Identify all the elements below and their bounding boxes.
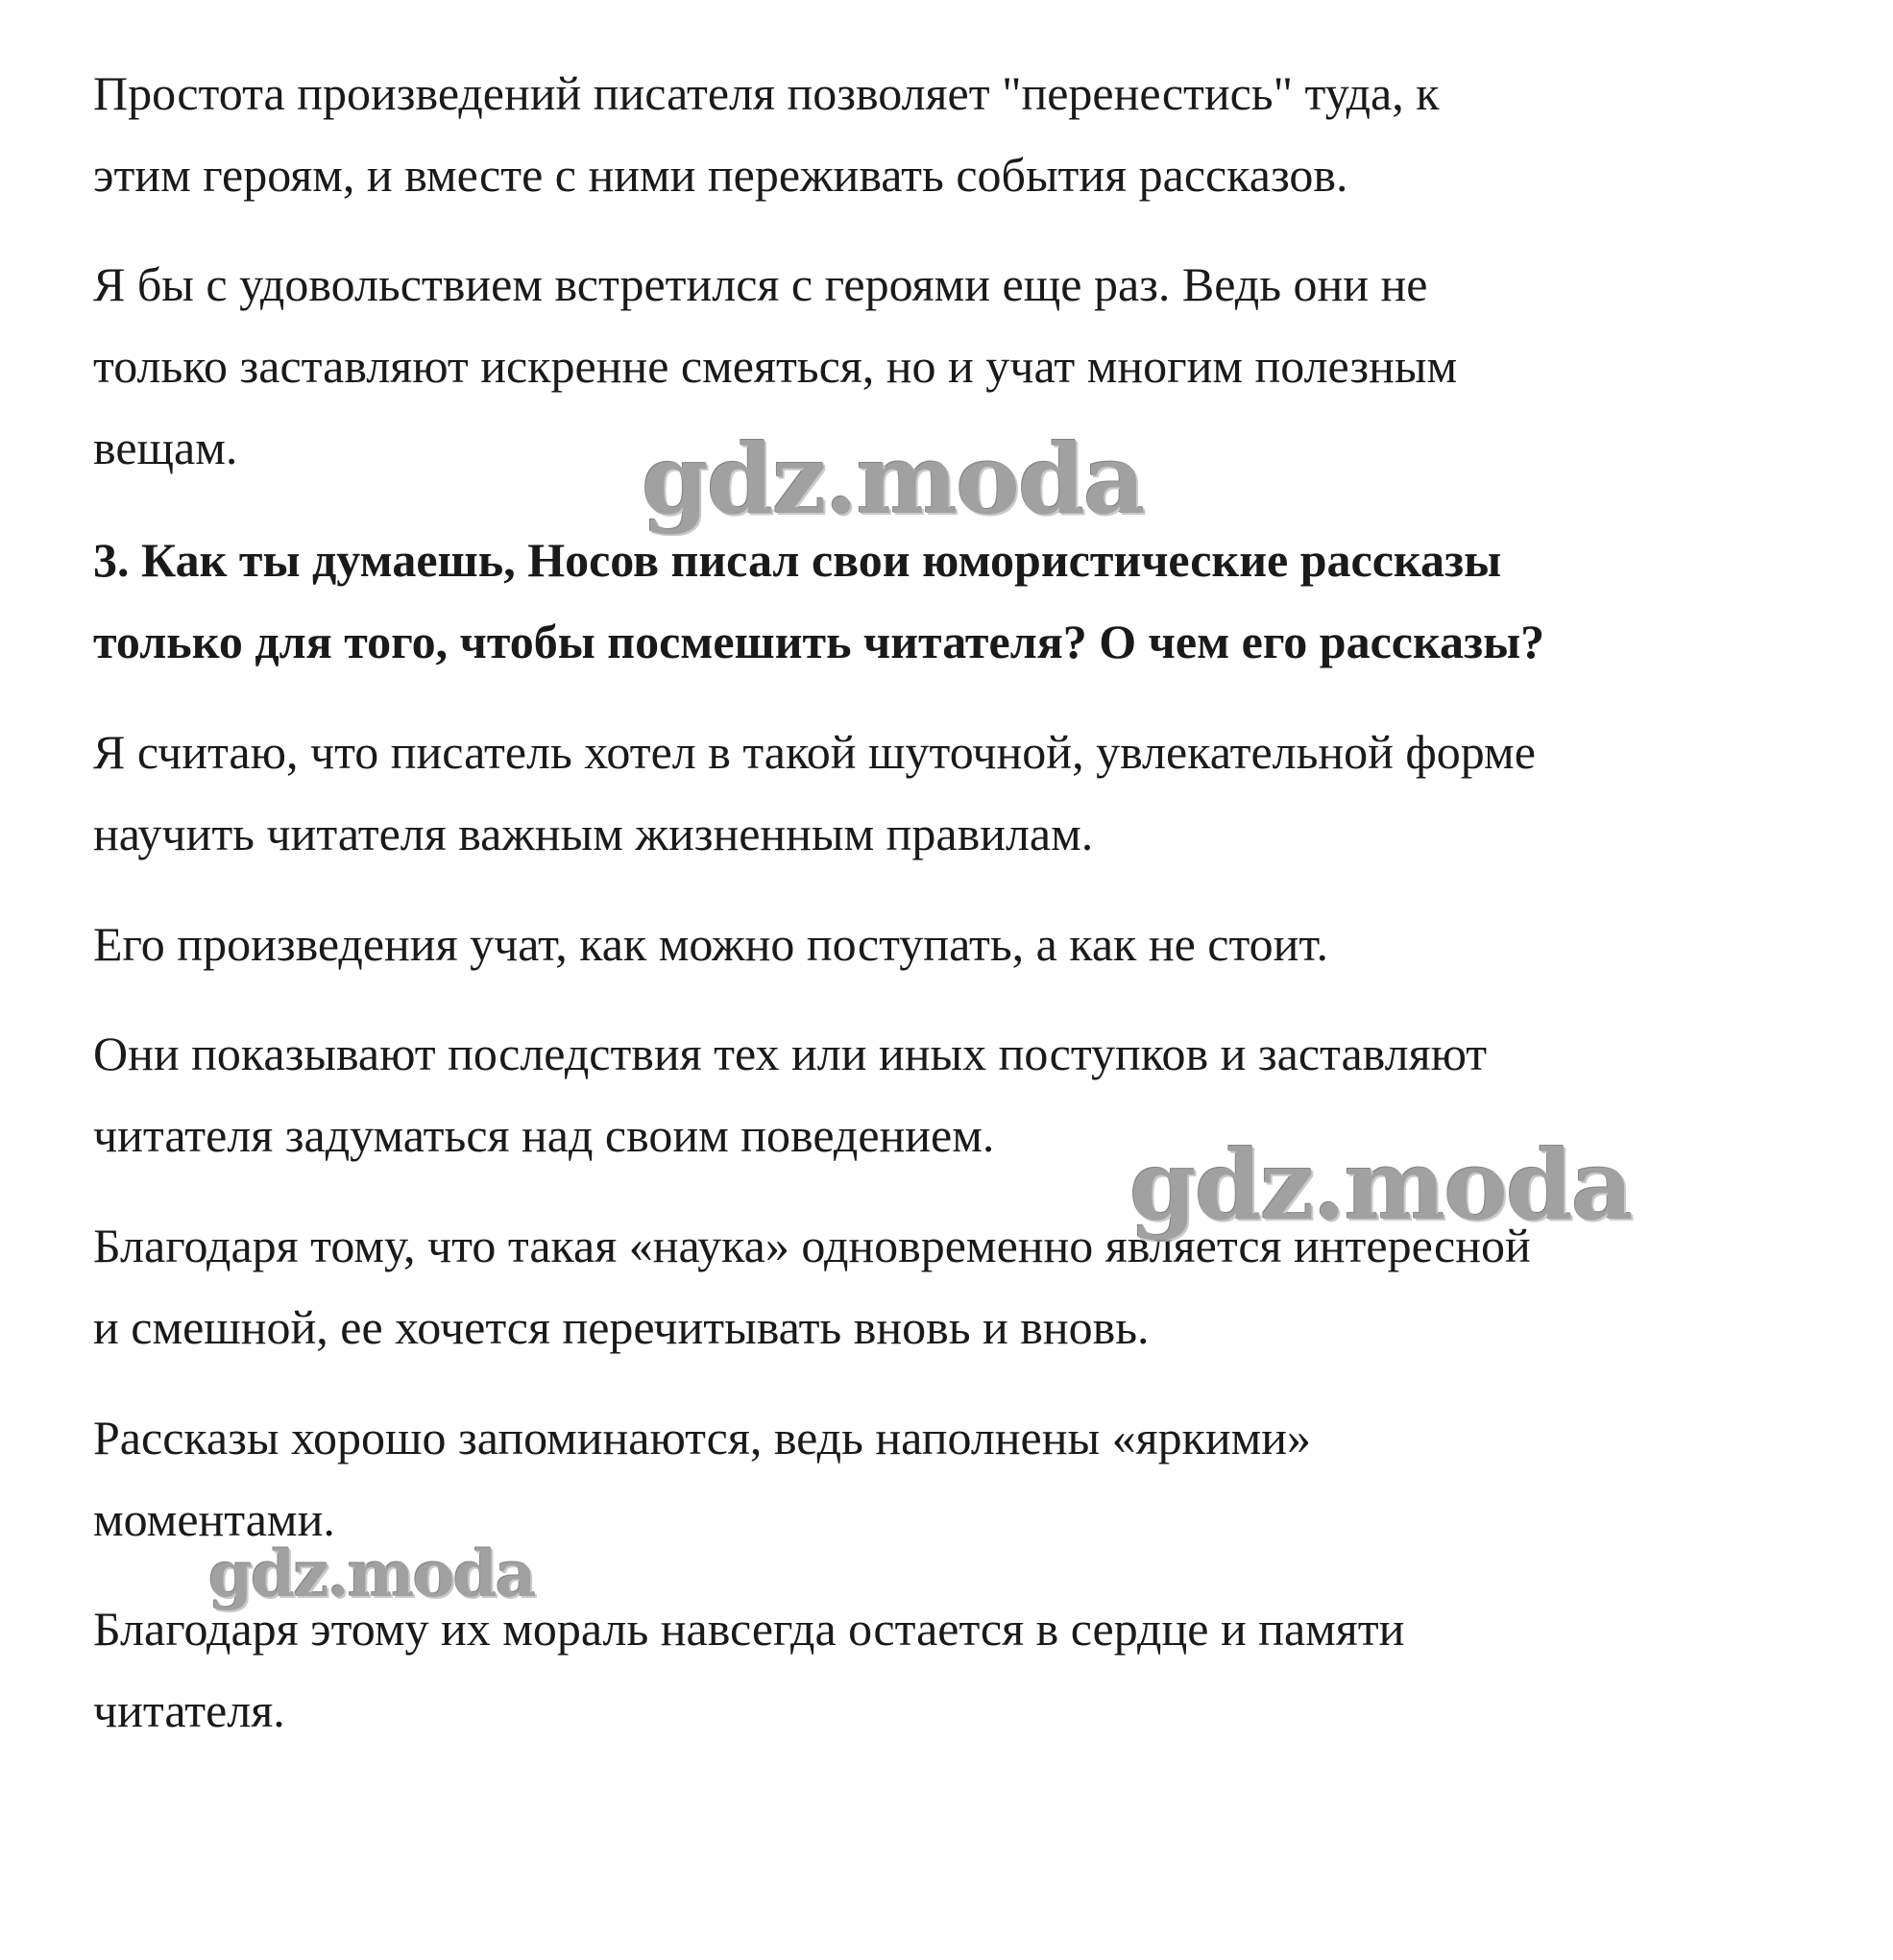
text-line: Они показывают последствия тех или иных поступков и заставляют — [93, 1027, 1488, 1080]
text-line: научить читателя важным жизненным правилам. — [93, 807, 1094, 860]
text-line: Простота произведений писателя позволяет "перенестись" туда, к — [93, 66, 1440, 120]
text-line: Рассказы хорошо запоминаются, ведь наполнены «яркими» — [93, 1411, 1312, 1464]
text-line: Благодаря этому их мораль навсегда остается в сердце и памяти — [93, 1602, 1405, 1656]
text-line: и смешной, ее хочется перечитывать вновь и вновь. — [93, 1300, 1150, 1354]
text-line: только для того, чтобы посмешить читателя? О чем его рассказы? — [93, 615, 1545, 668]
text-line: вещам. — [93, 421, 238, 474]
text-line: Его произведения учат, как можно поступать, а как не стоит. — [93, 917, 1329, 971]
watermark-logo: gdz.moda — [208, 1537, 535, 1611]
text-line: читателя. — [93, 1683, 285, 1737]
paragraph-1 — [93, 53, 1822, 216]
text-line: читателя задуматься над своим поведением. — [93, 1108, 995, 1162]
text-line: 3. Как ты думаешь, Носов писал свои юмористические рассказы — [93, 533, 1502, 587]
paragraph-8 — [93, 1588, 1822, 1752]
text-line: только заставляют искренне смеяться, но и учат многим полезным — [93, 339, 1458, 393]
text-line: Я бы с удовольствием встретился с героями еще раз. Ведь они не — [93, 257, 1428, 311]
paragraph-3 — [93, 712, 1822, 875]
text-line: моментами. — [93, 1492, 335, 1546]
text-line: этим героям, и вместе с ними переживать события рассказов. — [93, 148, 1348, 202]
question-heading — [93, 520, 1822, 683]
text-line: Я считаю, что писатель хотел в такой шуточной, увлекательной форме — [93, 725, 1536, 779]
watermark-logo: gdz.moda — [1129, 1128, 1632, 1242]
watermark-logo: gdz.moda — [642, 423, 1144, 536]
paragraph-4 — [93, 904, 1822, 985]
text-line: Благодаря тому, что такая «наука» одновременно является интересной — [93, 1219, 1531, 1272]
